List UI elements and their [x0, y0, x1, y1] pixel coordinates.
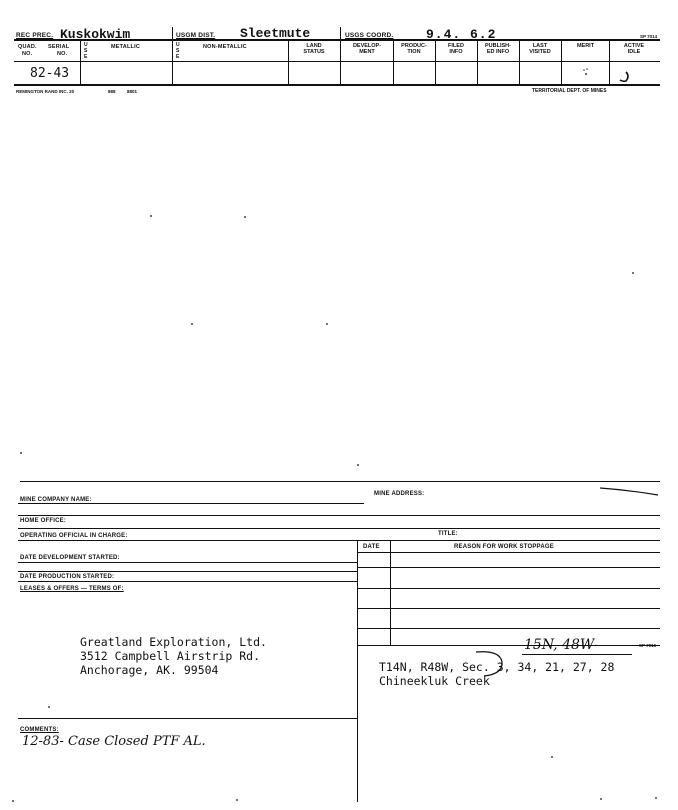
mine-address-label: MINE ADDRESS:: [374, 491, 425, 497]
date-development-label: DATE DEVELOPMENT STARTED:: [20, 555, 120, 561]
date-label: DATE: [363, 544, 380, 550]
filed-info-label: FILED INFO: [448, 43, 464, 55]
operating-official-label: OPERATING OFFICIAL IN CHARGE:: [20, 533, 128, 539]
corner-stroke: [598, 484, 660, 498]
comments-label: COMMENTS:: [20, 727, 59, 733]
mine-company-name-label: MINE COMPANY NAME:: [20, 497, 92, 503]
address-line-3: Anchorage, AK. 99504: [80, 663, 219, 677]
usgs-coord-value: 9.4. 6.2: [426, 27, 497, 42]
active-check-mark: [560, 62, 660, 84]
title-label: TITLE:: [438, 531, 458, 537]
usgs-coord-label: USGS COORD.: [345, 32, 394, 39]
usgm-dist-label: USGM DIST.: [176, 32, 216, 39]
printer-code-1: 888: [108, 89, 116, 94]
use-letters-metallic: U S E: [84, 42, 88, 60]
quad-serial-value: 82-43: [30, 66, 70, 81]
reason-label: REASON FOR WORK STOPPAGE: [454, 544, 554, 550]
last-visited-label: LAST VISITED: [529, 43, 551, 55]
leases-label: LEASES & OFFERS — TERMS OF:: [20, 586, 124, 592]
non-metallic-label: NON-METALLIC: [203, 44, 247, 50]
development-label: DEVELOP- MENT: [352, 43, 382, 55]
section-circle-mark: [470, 646, 510, 686]
quad-label: QUAD.: [18, 44, 37, 50]
active-idle-label: ACTIVE IDLE: [623, 43, 645, 55]
production-label: PRODUC- TION: [401, 43, 427, 55]
form-number-lower: SP 7015: [639, 643, 657, 648]
serial-label: SERIAL: [48, 44, 70, 50]
date-production-label: DATE PRODUCTION STARTED:: [20, 574, 115, 580]
location-line-2: Chineekluk Creek: [379, 674, 490, 688]
no-label-2: NO.: [57, 51, 68, 57]
handwritten-township: 15N, 48W: [524, 637, 595, 653]
location-line-1: T14N, R48W, Sec. 3, 34, 21, 27, 28: [379, 660, 615, 674]
comments-value: 12-83- Case Closed PTF AL.: [22, 734, 206, 749]
no-label-1: NO.: [22, 51, 33, 57]
address-line-2: 3512 Campbell Airstrip Rd.: [80, 649, 261, 663]
land-status-label: LAND STATUS: [303, 43, 325, 55]
home-office-label: HOME OFFICE:: [20, 518, 67, 524]
printer-credit: REMINGTON RAND INC. 20: [16, 89, 75, 94]
merit-label: MERIT: [576, 43, 595, 49]
usgm-dist-value: Sleetmute: [240, 26, 311, 41]
department-name: TERRITORIAL DEPT. OF MINES: [532, 88, 607, 94]
rec-prec-value: Kuskokwim: [60, 27, 131, 42]
printer-code-2: 8801: [127, 89, 138, 94]
form-number-top: SP 7014: [640, 34, 658, 39]
address-line-1: Greatland Exploration, Ltd.: [80, 635, 267, 649]
published-info-label: PUBLISH- ED INFO: [485, 43, 511, 55]
rec-prec-label: REC PREC.: [16, 32, 54, 39]
metallic-label: METALLIC: [111, 44, 140, 50]
use-letters-nonmetallic: U S E: [176, 42, 180, 60]
